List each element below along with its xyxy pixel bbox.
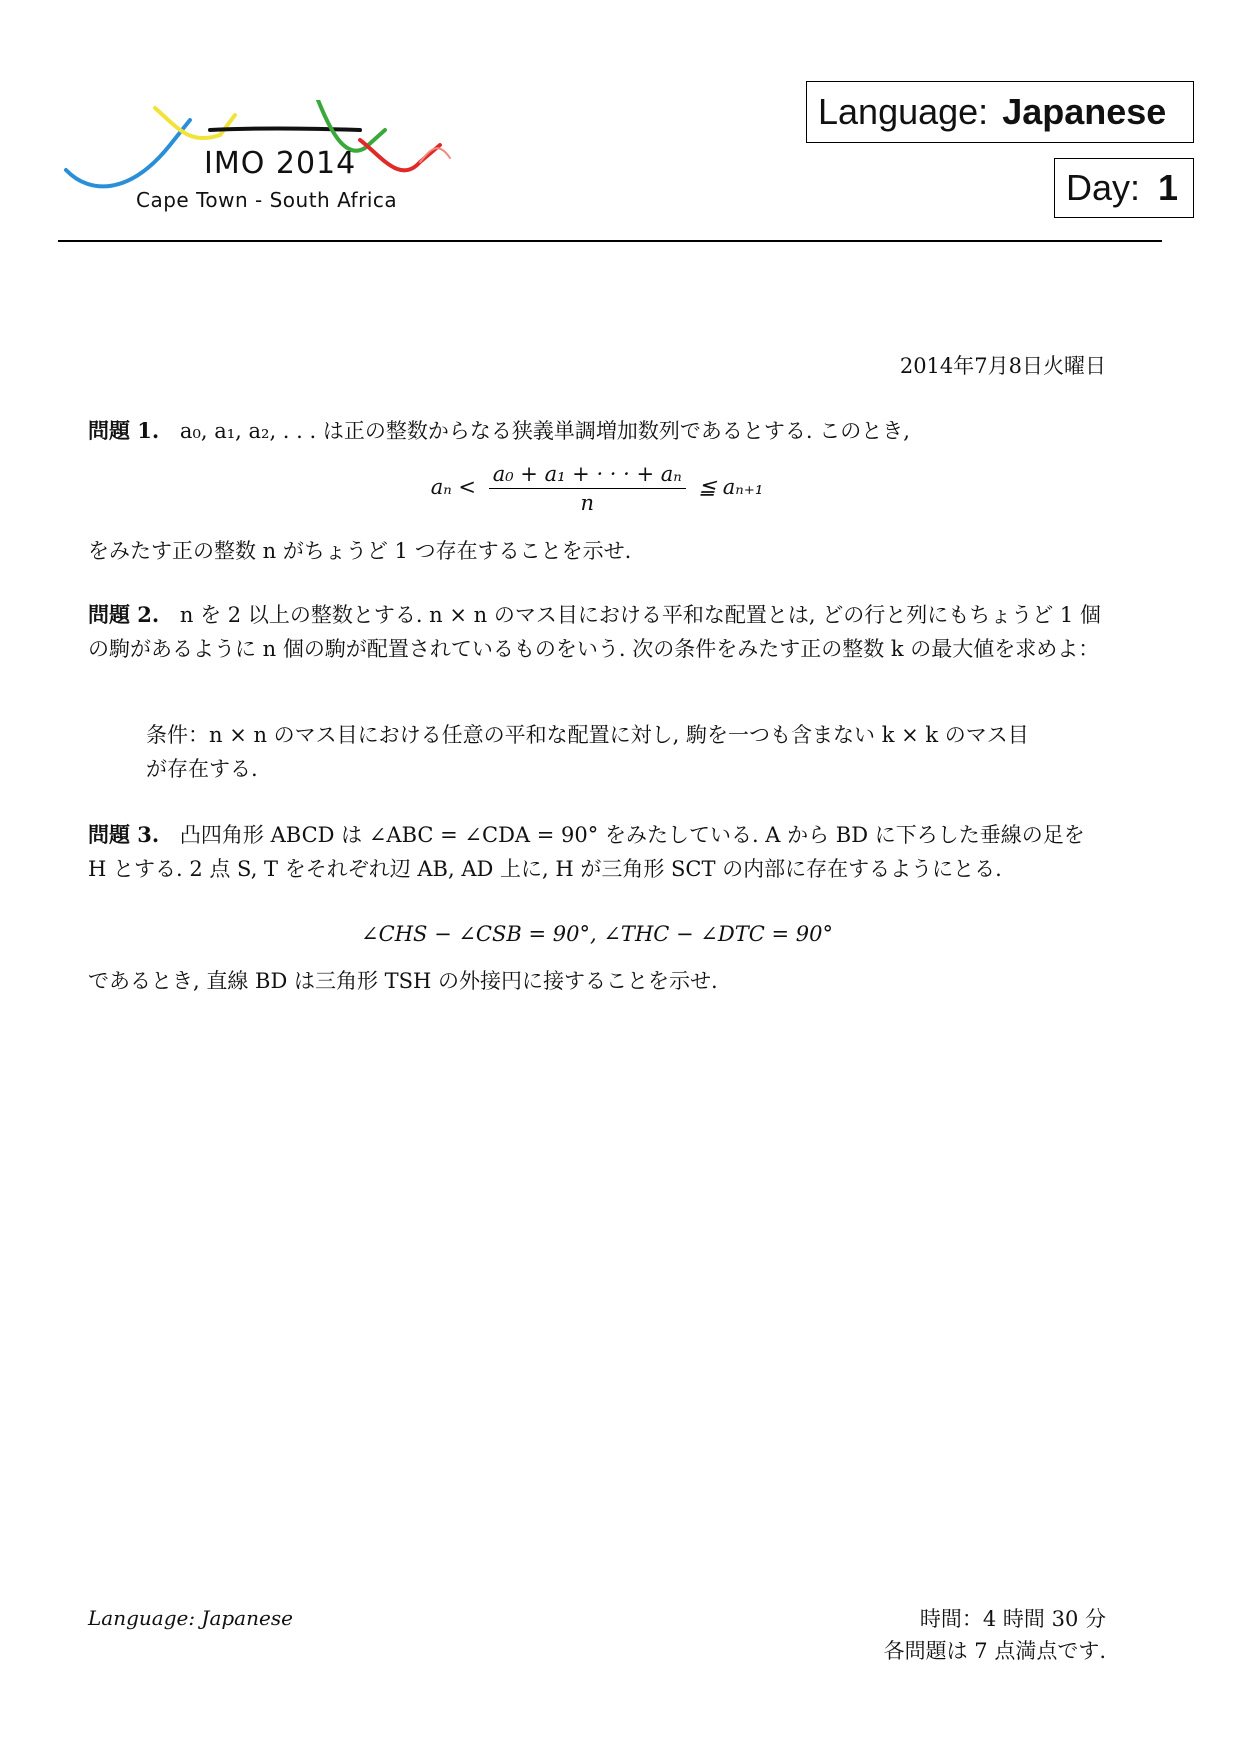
formula-denominator: n	[580, 491, 595, 515]
problem-2-body: n を 2 以上の整数とする. n × n のマス目における平和な配置とは, どの行と列にもちょうど 1 個の駒があるように n 個の駒が配置されているものをいう. 次の条件をみたす正の整数 k の最大値を求めよ：	[88, 603, 1101, 661]
problem-1-formula	[88, 462, 1106, 515]
language-box	[806, 81, 1194, 143]
day-value: 1	[1158, 167, 1179, 208]
exam-date: 2014年7月8日火曜日	[899, 354, 1106, 378]
problem-1-intro-text: a₀, a₁, a₂, . . . は正の整数からなる狭義単調増加数列であるとする. このとき,	[179, 419, 910, 443]
imo-logo	[60, 100, 500, 235]
problem-1-label: 問題 1.	[88, 418, 160, 443]
formula-numerator: a₀ + a₁ + · · · + aₙ	[489, 462, 686, 489]
footer-language: Language: Japanese	[88, 1606, 293, 1630]
logo-subtitle: Cape Town - South Africa	[136, 188, 398, 212]
day-box	[1054, 158, 1194, 218]
problem-2-label: 問題 2.	[88, 602, 160, 627]
footer-time: 時間：4 時間 30 分	[919, 1607, 1106, 1631]
day-label: Day:	[1066, 167, 1141, 208]
language-label: Language:	[818, 91, 989, 132]
footer-info	[884, 1603, 1106, 1667]
problem-1-outro: をみたす正の整数 n がちょうど 1 つ存在することを示せ.	[88, 539, 632, 563]
problem-2-condition: 条件：n × n のマス目における任意の平和な配置に対し, 駒を一つも含まない k × k のマス目が存在する.	[146, 723, 1029, 781]
problem-1-intro	[88, 414, 1106, 448]
problem-3-label: 問題 3.	[88, 822, 160, 847]
problem-3-text	[88, 818, 1106, 886]
logo-title: IMO 2014	[204, 146, 357, 181]
formula-right: ≦ aₙ₊₁	[698, 475, 764, 499]
language-value: Japanese	[1002, 91, 1167, 132]
header-divider	[58, 240, 1162, 242]
problem-3-formula: ∠CHS − ∠CSB = 90°, ∠THC − ∠DTC = 90°	[361, 922, 833, 946]
problem-2-text	[88, 598, 1106, 666]
problem-3-body: 凸四角形 ABCD は ∠ABC = ∠CDA = 90° をみたしている. A から BD に下ろした垂線の足を H とする. 2 点 S, T をそれぞれ辺 AB, AD 上に, H が三角形 SCT の内部に存在するようにとる.	[88, 823, 1085, 881]
formula-fraction	[489, 462, 686, 515]
problem-3-outro: であるとき, 直線 BD は三角形 TSH の外接円に接することを示せ.	[88, 969, 718, 993]
formula-left: aₙ <	[430, 475, 476, 499]
footer-points: 各問題は 7 点満点です.	[883, 1639, 1106, 1663]
